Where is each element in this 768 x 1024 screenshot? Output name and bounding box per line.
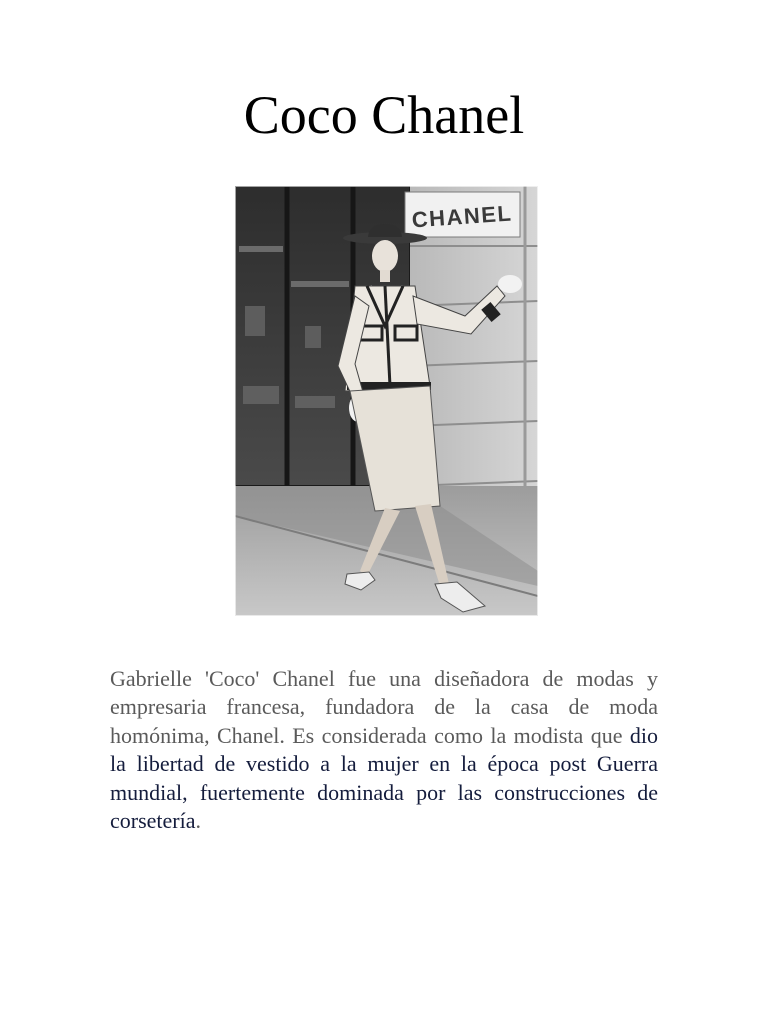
paragraph-end: . <box>195 808 201 834</box>
biography-paragraph <box>110 665 658 835</box>
chanel-sign-text: CHANEL <box>410 200 514 233</box>
paragraph-intro: Gabrielle 'Coco' Chanel fue una diseñadora de modas y empresaria francesa, fundadora de la casa de moda homónima, Chanel. Es considerada como la modista que <box>110 666 658 748</box>
coco-chanel-photo <box>235 186 538 616</box>
page-title: Coco Chanel <box>243 85 525 145</box>
paragraph-highlight: dio la libertad de vestido a la mujer en la época post Guerra mundial, fuertemente dominada por las construcciones de corsetería <box>110 722 658 834</box>
